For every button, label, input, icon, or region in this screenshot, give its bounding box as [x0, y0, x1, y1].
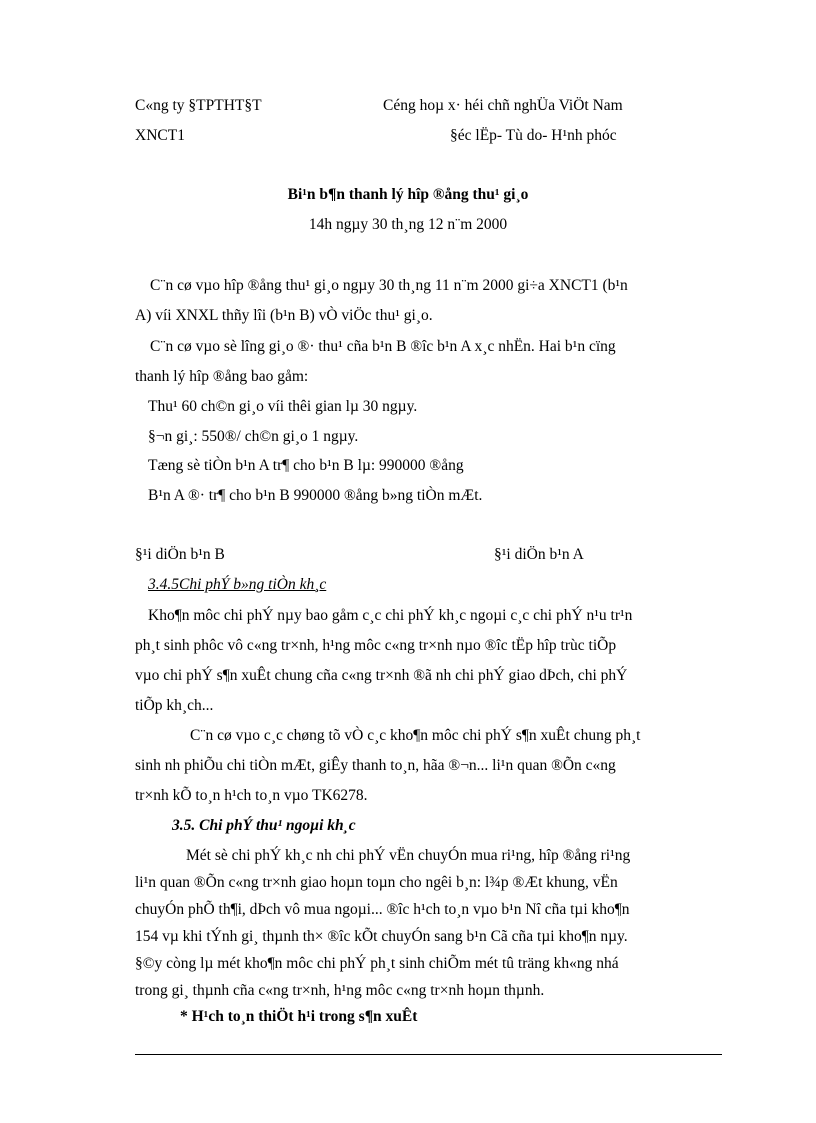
national-title: Céng hoµ x· héi chñ nghÜa ViÖt Nam	[383, 97, 623, 114]
org-unit: XNCT1	[135, 127, 185, 144]
section-3-5-line: trong gi¸ thµnh cña c«ng tr×nh, h¹ng môc c«ng tr×nh hoµn thµnh.	[135, 982, 545, 999]
org-name: C«ng ty §TPTHT§T	[135, 97, 262, 114]
list-item: Thu¹ 60 ch©n gi¸o víi thêi gian lµ 30 ngµy.	[148, 398, 418, 415]
signature-rep-b: §¹i diÖn b¹n B	[135, 546, 225, 563]
document-title: Bi¹n b¶n thanh lý hîp ®ång thu¹ gi¸o	[287, 186, 529, 203]
section-3-5-line: 154 vµ khi tÝnh gi¸ thµnh th× ®îc kÕt chuyÓn sang b¹n Cã cña tµi kho¶n nµy.	[135, 928, 628, 945]
national-motto: §éc lËp- Tù do- H¹nh phóc	[450, 127, 617, 144]
section-3-4-5-line: tiÕp kh¸ch...	[135, 697, 214, 714]
subheading-production-losses: * H¹ch to¸n thiÖt h¹i trong s¶n xuÊt	[180, 1008, 418, 1025]
section-heading-3-5: 3.5. Chi phÝ thu¹ ngoµi kh¸c	[172, 817, 356, 834]
section-3-5-line: Mét sè chi phÝ kh¸c nh chi phÝ vËn chuyÓn mua ri¹ng, hîp ®ång ri¹ng	[186, 847, 631, 864]
section-3-4-5-line: ph¸t sinh phôc vô c«ng tr×nh, h¹ng môc c«ng tr×nh nµo ®îc tËp hîp trùc tiÕp	[135, 637, 617, 654]
section-3-4-5-line: C¨n cø vµo c¸c chøng tõ vÒ c¸c kho¶n môc chi phÝ s¶n xuÊt chung ph¸t	[190, 727, 641, 744]
section-3-4-5-line: sinh nh phiÕu chi tiÒn mÆt, giÊy thanh to¸n, hãa ®¬n... li¹n quan ®Õn c«ng	[135, 757, 616, 774]
list-item: B¹n A ®· tr¶ cho b¹n B 990000 ®ång b»ng tiÒn mÆt.	[148, 487, 483, 504]
section-heading-3-4-5: 3.4.5Chi phÝ b»ng tiÒn kh¸c	[148, 576, 327, 593]
document-date: 14h ngµy 30 th¸ng 12 n¨m 2000	[308, 216, 508, 233]
signature-rep-a: §¹i diÖn b¹n A	[494, 546, 584, 563]
body-paragraph-2-line-2: thanh lý hîp ®ång bao gåm:	[135, 368, 309, 385]
section-3-5-line: chuyÓn phÕ th¶i, dÞch vô mua ngoµi... ®îc h¹ch to¸n vµo b¹n Nî cña tµi kho¶n	[135, 901, 630, 918]
body-paragraph-2-line-1: C¨n cø vµo sè lîng gi¸o ®· thu¹ cña b¹n B ®îc b¹n A x¸c nhËn. Hai b¹n cïng	[150, 338, 616, 355]
section-3-4-5-line: vµo chi phÝ s¶n xuÊt chung cña c«ng tr×nh ®ã nh chi phÝ giao dÞch, chi phÝ	[135, 667, 628, 684]
list-item: Tæng sè tiÒn b¹n A tr¶ cho b¹n B lµ: 990000 ®ång	[148, 457, 464, 474]
body-paragraph-1-line-2: A) víi XNXL thñy lîi (b¹n B) vÒ viÖc thu¹ gi¸o.	[135, 307, 433, 324]
section-3-4-5-line: Kho¶n môc chi phÝ nµy bao gåm c¸c chi phÝ kh¸c ngoµi c¸c chi phÝ n¹u tr¹n	[148, 607, 633, 624]
section-3-5-line: li¹n quan ®Õn c«ng tr×nh giao hoµn toµn cho ngêi b¸n: l¾p ®Æt khung, vËn	[135, 874, 618, 891]
footer-rule	[135, 1054, 722, 1055]
body-paragraph-1-line-1: C¨n cø vµo hîp ®ång thu¹ gi¸o ngµy 30 th¸ng 11 n¨m 2000 gi÷a XNCT1 (b¹n	[150, 277, 628, 294]
section-3-4-5-line: tr×nh kÕ to¸n h¹ch to¸n vµo TK6278.	[135, 787, 368, 804]
section-3-5-line: §©y còng lµ mét kho¶n môc chi phÝ ph¸t sinh chiÕm mét tû träng kh«ng nhá	[135, 955, 619, 972]
list-item: §¬n gi¸: 550®/ ch©n gi¸o 1 ngµy.	[148, 428, 359, 445]
